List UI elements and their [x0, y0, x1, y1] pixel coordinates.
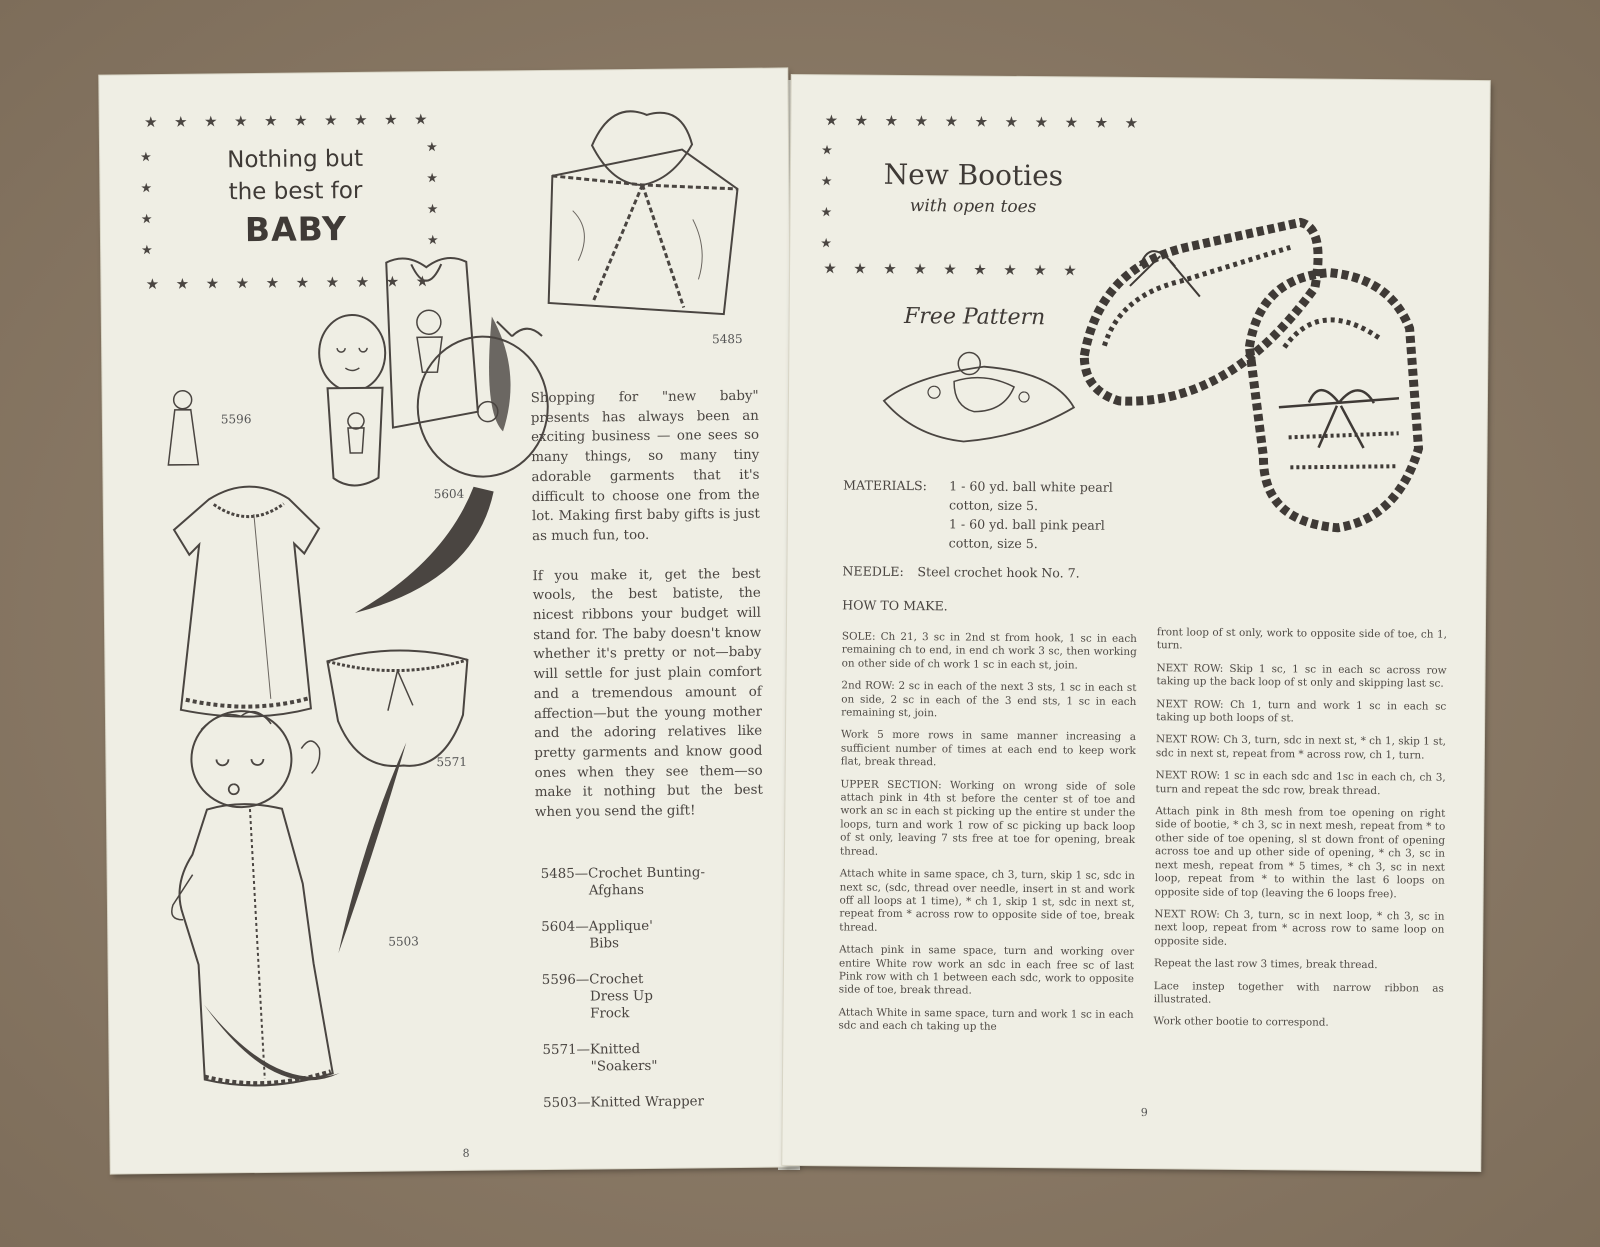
- list-item-line-1: 5503—Knitted Wrapper: [542, 1094, 705, 1112]
- intro-paragraph-2: If you make it, get the best wools, the best batiste, the nicest ribbons your budget will stand for. The baby doesn't know whether it's pretty or not—baby will settle for just plain comfort and a tremendous amount of affection—but the young mother and the adoring relatives like pretty garments and know good ones when they see them—so make it nothing but the best when you send the gift!: [532, 566, 763, 821]
- instruction-paragraph: SOLE: Ch 21, 3 sc in 2nd st from hook, 1 sc in each remaining ch to end, in end ch work 3 sc, then working on other side of ch work 1 sc in each st, join.: [841, 630, 1137, 672]
- list-item-line-2: Afghans: [588, 882, 644, 899]
- needle-value: Steel crochet hook No. 7.: [917, 564, 1080, 581]
- list-item: [542, 1040, 762, 1076]
- wrapper-illustration: [161, 702, 415, 1095]
- list-item-line-1: 5604—Applique': [541, 918, 653, 936]
- list-item-line-1: 5485—Crochet Bunting-: [540, 865, 706, 883]
- item-number-5485: 5485: [711, 331, 743, 347]
- intro-paragraph-1: Shopping for "new baby" presents has always been an exciting business — one sees so many things, so many tiny adorable garments that it's difficult to choose one from the lot. Making first baby gifts is just as much fun, too.: [530, 388, 760, 545]
- list-item-line-2: "Soakers": [590, 1058, 658, 1075]
- materials-line: 1 - 60 yd. ball white pearl: [949, 478, 1113, 495]
- star-column-right: ★ ★ ★ ★: [425, 140, 439, 249]
- heading-line-1: Nothing but: [227, 145, 364, 174]
- page-number: 8: [462, 1146, 470, 1160]
- list-item: [542, 970, 763, 1023]
- star-row-top-right: ★ ★ ★ ★ ★ ★ ★ ★ ★ ★ ★: [824, 111, 1139, 132]
- list-item: [543, 1093, 763, 1112]
- materials-label: MATERIALS:: [843, 477, 927, 494]
- page-number: 9: [1140, 1106, 1148, 1120]
- materials-section: [842, 475, 1163, 583]
- star-row-mid: ★ ★ ★ ★ ★ ★ ★ ★ ★: [823, 259, 1077, 280]
- page-heading: [180, 144, 411, 250]
- dress-illustration: [152, 378, 326, 730]
- list-item-line-1: 5571—Knitted: [542, 1042, 641, 1059]
- instruction-paragraph: 2nd ROW: 2 sc in each of the next 3 sts, 1 sc in each st on side, 2 sc in each of the 3 end sts, 1 sc in each remaining st, join.: [841, 679, 1137, 720]
- instruction-paragraph: Attach white in same space, ch 3, turn, skip 1 sc, sdc in next sc, (sdc, thread over needle, insert in st and work off all loops at 1 time), * ch 1, skip 1 st, sdc in next st, repeat from * across row to opposite side of toe, break thread.: [839, 867, 1135, 934]
- instruction-paragraph: NEXT ROW: Skip 1 sc, 1 sc in each sc across row taking up the back loop of st only and skipping last sc.: [1156, 661, 1447, 690]
- instruction-paragraph: UPPER SECTION: Working on wrong side of sole attach pink in 4th st before the center st of toe and work an sc in each st picking up the entire st under the loops, turn and work 1 row of sc picking up back loop of st only, leaving 7 sts free at toe for opening, break thread.: [839, 778, 1136, 858]
- instruction-paragraph: Work 5 more rows in same manner increasing a sufficient number of times at each end to keep work flat, break thread.: [840, 728, 1137, 769]
- pattern-subtitle: with open toes: [909, 196, 1037, 218]
- instruction-paragraph: front loop of st only, work to opposite side of toe, ch 1, turn.: [1156, 626, 1447, 652]
- instruction-paragraph: Work other bootie to correspond.: [1153, 1015, 1329, 1030]
- swoosh-decoration: [322, 311, 525, 623]
- instruction-paragraph: Lace instep together with narrow ribbon as illustrated.: [1153, 979, 1444, 1006]
- instruction-paragraph: Attach White in same space, turn and work 1 sc in each sdc and each ch taking up the: [838, 1006, 1134, 1033]
- instruction-paragraph: NEXT ROW: Ch 3, turn, sc in next loop, * ch 3, sc in next loop, repeat from * across row to same loop on opposite side.: [1154, 908, 1445, 948]
- instruction-paragraph: NEXT ROW: Ch 1, turn and work 1 sc in each sc taking up both loops of st.: [1156, 697, 1447, 725]
- pattern-title: New Booties: [883, 157, 1064, 193]
- item-number-5571: 5571: [436, 754, 468, 770]
- right-page: [782, 75, 1489, 1171]
- item-number-5596: 5596: [220, 412, 252, 427]
- list-item-line-2: Dress Up Frock: [589, 988, 653, 1022]
- list-item: [541, 917, 761, 953]
- instruction-paragraph: NEXT ROW: 1 sc in each sdc and 1sc in each ch, ch 3, turn and repeat the sdc row, break thread.: [1155, 769, 1446, 797]
- instructions-column-2: [1153, 626, 1447, 1040]
- materials-line: 1 - 60 yd. ball pink pearl: [948, 516, 1105, 533]
- materials-line: cotton, size 5.: [948, 535, 1038, 552]
- how-to-heading: HOW TO MAKE.: [842, 597, 948, 614]
- list-item: [541, 864, 761, 900]
- materials-line: cotton, size 5.: [948, 497, 1039, 514]
- instructions-column-1: [838, 630, 1137, 1044]
- free-pattern-label: Free Pattern: [903, 303, 1046, 331]
- item-number-5503: 5503: [388, 934, 419, 949]
- intro-text: [531, 387, 764, 843]
- instruction-paragraph: NEXT ROW: Ch 3, turn, sdc in next st, * ch 1, skip 1 st, sdc in next st, repeat from * across row, ch 1, turn.: [1155, 733, 1447, 762]
- star-row-bottom-left: ★ ★ ★ ★ ★ ★ ★ ★ ★ ★: [145, 272, 430, 294]
- star-row-top-left: ★ ★ ★ ★ ★ ★ ★ ★ ★ ★: [143, 110, 428, 132]
- needle-label: NEEDLE:: [842, 563, 904, 579]
- heading-line-3: BABY: [244, 209, 348, 250]
- star-column-left: ★ ★ ★ ★: [140, 150, 153, 259]
- pattern-heading: [866, 158, 1082, 222]
- baby-blanket-illustration: [873, 341, 1084, 453]
- heading-line-2: the best for: [228, 177, 363, 206]
- instruction-paragraph: Attach pink in same space, turn and working over entire White row work an sdc in each free sc of last Pink row with ch 1 between each sdc, work to opposite side of toe, break thread.: [838, 943, 1135, 997]
- bunting-illustration: [531, 89, 755, 321]
- left-page: [99, 68, 798, 1173]
- instruction-paragraph: Repeat the last row 3 times, break thread.: [1153, 957, 1378, 972]
- instruction-paragraph: Attach pink in 8th mesh from toe opening on right side of bootie, * ch 3, sc in next mesh, repeat from * to other side of toe opening, sl st down front of opening across toe and up other side of opening, * ch 3, sc in next mesh, repeat from * 5 times, * ch 3, sc in next loop, repeat from * to within the last 6 loops on opposite side of top (leaving the 6 loops free).: [1154, 805, 1446, 900]
- list-item-line-1: 5596—Crochet: [541, 971, 644, 989]
- pattern-list: [541, 864, 764, 1131]
- item-number-5604: 5604: [433, 486, 465, 502]
- star-column-left: ★ ★ ★ ★: [820, 143, 833, 252]
- list-item-line-2: Bibs: [589, 936, 620, 952]
